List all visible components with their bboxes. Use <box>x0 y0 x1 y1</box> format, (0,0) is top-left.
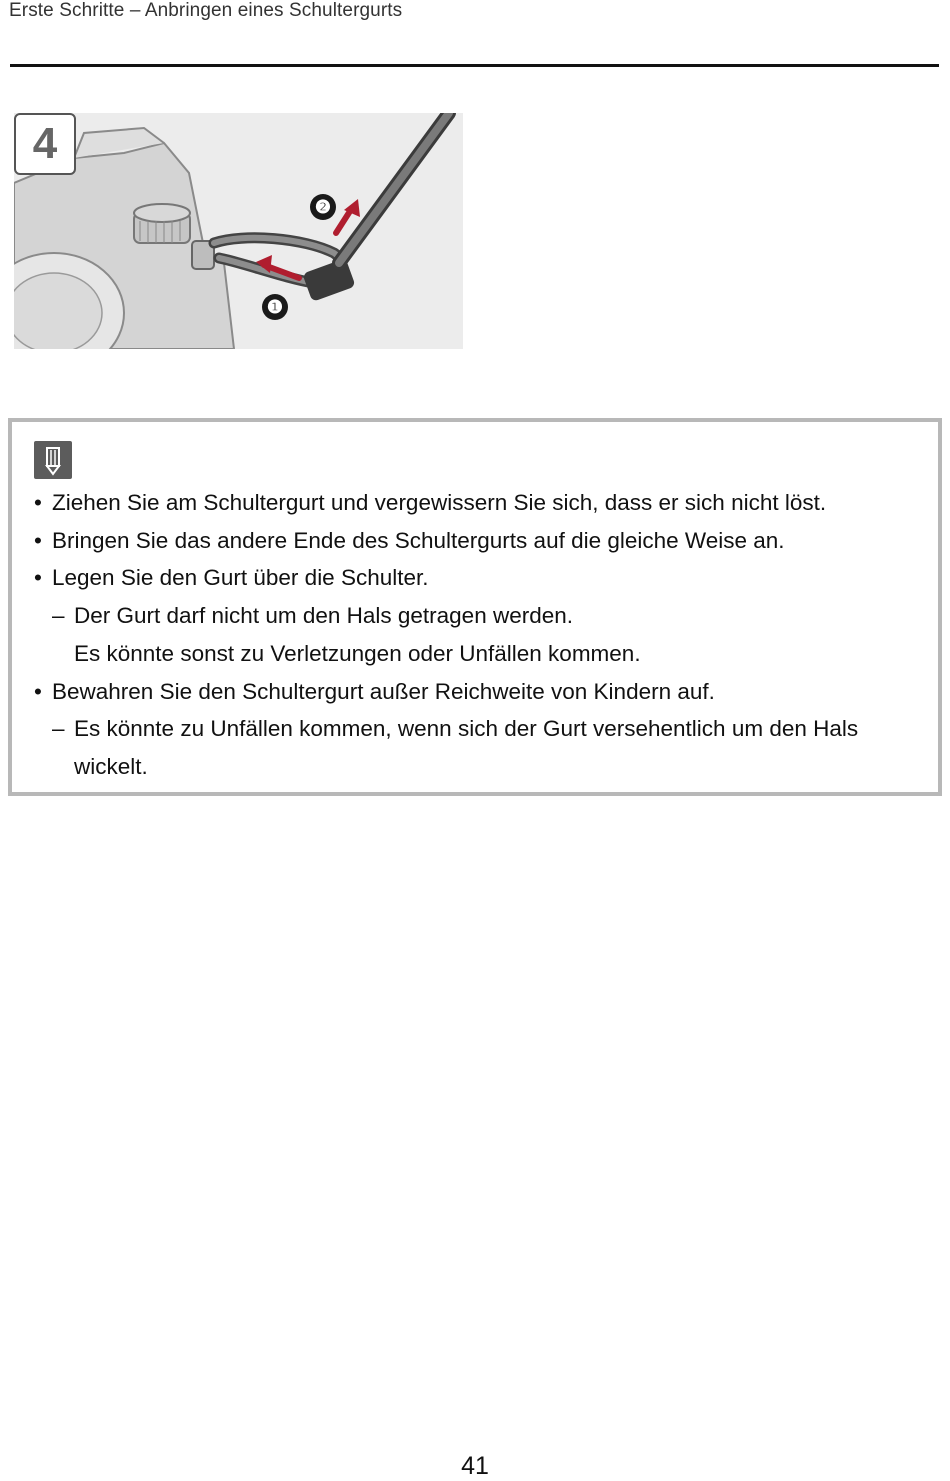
list-item <box>34 635 858 673</box>
note-subtext: Der Gurt darf nicht um den Hals getragen werden. <box>74 603 573 629</box>
notes-box <box>8 418 942 796</box>
step-number-badge: 4 <box>14 113 76 175</box>
callout-step-1: ❶ <box>262 294 288 320</box>
bullet-marker: • <box>34 490 42 515</box>
list-item <box>34 673 858 711</box>
pencil-memo-icon <box>34 441 72 479</box>
note-continuation: Es könnte sonst zu Verletzungen oder Unfällen kommen. <box>74 640 641 666</box>
page-header-breadcrumb: Erste Schritte – Anbringen eines Schultergurts <box>9 0 403 21</box>
bullet-marker: • <box>34 527 42 553</box>
header-divider <box>10 64 939 67</box>
note-text: Bewahren Sie den Schultergurt außer Reichweite von Kindern auf. <box>52 678 715 704</box>
page-number: 41 <box>461 1452 489 1480</box>
camera-strap-drawing <box>14 113 463 349</box>
list-item <box>34 522 858 560</box>
strap-attachment-illustration <box>14 113 463 349</box>
note-text: Bringen Sie das andere Ende des Schultergurts auf die gleiche Weise an. <box>52 527 785 553</box>
note-subtext: Es könnte zu Unfällen kommen, wenn sich der Gurt versehentlich um den Hals <box>74 716 859 742</box>
list-item <box>34 597 858 635</box>
callout-step-2: ❷ <box>310 194 336 220</box>
note-text: Legen Sie den Gurt über die Schulter. <box>52 565 429 591</box>
dash-marker: – <box>52 603 65 629</box>
note-continuation: wickelt. <box>74 753 148 779</box>
list-item <box>34 748 858 786</box>
list-item <box>34 710 858 748</box>
notes-list <box>34 484 858 786</box>
note-text: Ziehen Sie am Schultergurt und vergewissern Sie sich, dass er sich nicht löst. <box>52 490 827 515</box>
bullet-marker: • <box>34 565 42 591</box>
bullet-marker: • <box>34 678 42 704</box>
dash-marker: – <box>52 716 65 742</box>
list-item <box>34 559 858 597</box>
list-item <box>34 484 858 522</box>
